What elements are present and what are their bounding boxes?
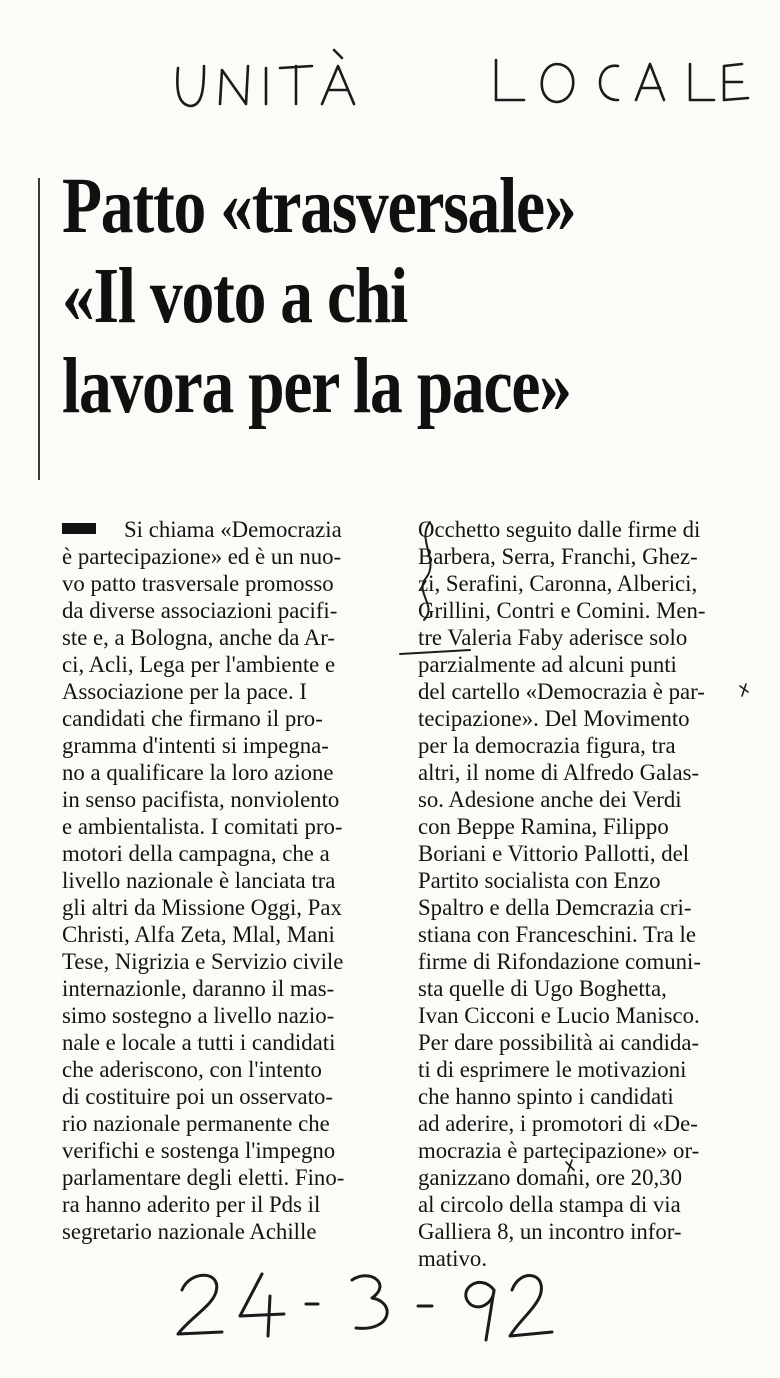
- article-line: [418, 759, 750, 786]
- article-line: [62, 840, 392, 867]
- article-line-text: Occhetto seguito dalle firme di: [418, 517, 701, 542]
- article-line: [418, 678, 750, 705]
- article-line: [62, 1191, 392, 1218]
- article-column-right: [418, 516, 750, 1272]
- article-line-text: stiana con Franceschini. Tra le: [418, 922, 696, 947]
- article-line-text: nale e locale a tutti i candidati: [62, 1030, 336, 1055]
- article-line-text: ti di esprimere le motivazioni: [418, 1057, 687, 1082]
- article-line-text: internazionle, daranno il mas-: [62, 976, 335, 1001]
- article-line: [62, 705, 392, 732]
- headline-line-2: «Il voto a chi: [62, 253, 408, 340]
- article-line-text: altri, il nome di Alfredo Galas-: [418, 760, 700, 785]
- article-line: [418, 516, 750, 543]
- article-line-text: no a qualificare la loro azione: [62, 760, 334, 785]
- article-line: [62, 948, 392, 975]
- article-line: [418, 840, 750, 867]
- article-column-left: [62, 516, 392, 1245]
- article-line-text: ra hanno aderito per il Pds il: [62, 1192, 321, 1217]
- article-line-text: motori della campagna, che a: [62, 841, 330, 866]
- article-line: [62, 732, 392, 759]
- article-line-text: candidati che firmano il pro-: [62, 706, 323, 731]
- article-line: [62, 975, 392, 1002]
- article-line: [418, 1029, 750, 1056]
- article-line-text: Per dare possibilità ai candida-: [418, 1030, 700, 1055]
- article-line-text: ste e, a Bologna, anche da Ar-: [62, 625, 336, 650]
- article-line: [62, 786, 392, 813]
- article-line: [62, 1083, 392, 1110]
- article-line-text: sta quelle di Ugo Boghetta,: [418, 976, 667, 1001]
- article-line: [62, 1002, 392, 1029]
- article-line-text: Galliera 8, un incontro infor-: [418, 1219, 682, 1244]
- article-line: [62, 570, 392, 597]
- article-line: [62, 597, 392, 624]
- article-line: [62, 1137, 392, 1164]
- handwritten-source-label: [177, 50, 748, 106]
- article-line-text: simo sostegno a livello nazio-: [62, 1003, 335, 1028]
- article-line-text: livello nazionale è lanciata tra: [62, 868, 336, 893]
- article-line: [418, 1056, 750, 1083]
- headline-line-1: Patto «trasversale»: [62, 163, 576, 250]
- article-line: [418, 813, 750, 840]
- article-line-text: so. Adesione anche dei Verdi: [418, 787, 682, 812]
- article-line-text: ad aderire, i promotori di «De-: [418, 1111, 698, 1136]
- article-line: [418, 1164, 750, 1191]
- article-line: [418, 894, 750, 921]
- article-line-text: ganizzano domani, ore 20,30: [418, 1165, 682, 1190]
- article-line-text: rio nazionale permanente che: [62, 1111, 330, 1136]
- article-line: [62, 543, 392, 570]
- article-line-text: Spaltro e della Demcrazia cri-: [418, 895, 692, 920]
- article-line: [62, 1164, 392, 1191]
- article-line-text: con Beppe Ramina, Filippo: [418, 814, 669, 839]
- article-line-text: gramma d'intenti si impegna-: [62, 733, 329, 758]
- article-line: [62, 651, 392, 678]
- article-line-text: è partecipazione» ed è un nuo-: [62, 544, 342, 569]
- article-line: [62, 624, 392, 651]
- handwritten-date: [178, 1274, 552, 1340]
- article-line: [418, 570, 750, 597]
- article-line: [418, 921, 750, 948]
- article-line-text: mocrazia è partecipazione» or-: [418, 1138, 700, 1163]
- article-line-text: mativo.: [418, 1246, 488, 1271]
- article-line-text: Grillini, Contri e Comini. Men-: [418, 598, 706, 623]
- headline-line-3: lavora per la pace»: [62, 343, 571, 430]
- article-line: [418, 1002, 750, 1029]
- article-line-text: Tese, Nigrizia e Servizio civile: [62, 949, 344, 974]
- lead-marker-icon: [62, 523, 96, 534]
- article-line: [418, 948, 750, 975]
- article-line: [418, 1110, 750, 1137]
- article-line-text: ci, Acli, Lega per l'ambiente e: [62, 652, 336, 677]
- article-line-text: al circolo della stampa di via: [418, 1192, 681, 1217]
- article-line: [418, 543, 750, 570]
- article-line: [62, 516, 392, 543]
- article-line: [418, 1083, 750, 1110]
- article-line-text: Si chiama «Democrazia: [124, 517, 342, 542]
- article-line: [62, 1029, 392, 1056]
- article-line-text: tecipazione». Del Movimento: [418, 706, 690, 731]
- article-line-text: e ambientalista. I comitati pro-: [62, 814, 343, 839]
- article-line: [62, 894, 392, 921]
- article-line-text: firme di Rifondazione comuni-: [418, 949, 701, 974]
- article-line-text: Partito socialista con Enzo: [418, 868, 661, 893]
- article-line: [62, 1218, 392, 1245]
- article-line-text: segretario nazionale Achille: [62, 1219, 317, 1244]
- article-line-text: gli altri da Missione Oggi, Pax: [62, 895, 342, 920]
- article-line: [418, 786, 750, 813]
- article-line-text: Christi, Alfa Zeta, Mlal, Mani: [62, 922, 335, 947]
- article-line-text: Ivan Cicconi e Lucio Manisco.: [418, 1003, 700, 1028]
- headline-rule: [38, 178, 40, 480]
- article-line-text: Barbera, Serra, Franchi, Ghez-: [418, 544, 698, 569]
- article-line-text: che aderiscono, con l'intento: [62, 1057, 322, 1082]
- article-line: [62, 759, 392, 786]
- article-line: [62, 921, 392, 948]
- article-line-text: Associazione per la pace. I: [62, 679, 307, 704]
- article-line-text: tre Valeria Faby aderisce solo: [418, 625, 688, 650]
- article-line: [418, 732, 750, 759]
- article-line-text: zi, Serafini, Caronna, Alberici,: [418, 571, 698, 596]
- article-line: [62, 1056, 392, 1083]
- article-line: [418, 1137, 750, 1164]
- article-line: [418, 705, 750, 732]
- article-line: [62, 1110, 392, 1137]
- article-line: [62, 678, 392, 705]
- article-line-text: di costituire poi un osservato-: [62, 1084, 333, 1109]
- headline: [62, 162, 643, 432]
- article-line-text: da diverse associazioni pacifi-: [62, 598, 338, 623]
- article-line: [418, 975, 750, 1002]
- article-line: [418, 597, 750, 624]
- article-line: [418, 1191, 750, 1218]
- article-line: [418, 867, 750, 894]
- article-line: [418, 624, 750, 651]
- article-line-text: per la democrazia figura, tra: [418, 733, 676, 758]
- article-line-text: che hanno spinto i candidati: [418, 1084, 674, 1109]
- article-line: [418, 1218, 750, 1245]
- article-line-text: parlamentare degli eletti. Fino-: [62, 1165, 345, 1190]
- article-line: [418, 651, 750, 678]
- article-line-text: del cartello «Democrazia è par-: [418, 679, 705, 704]
- article-line-text: verifichi e sostenga l'impegno: [62, 1138, 336, 1163]
- article-line: [62, 813, 392, 840]
- article-line-text: in senso pacifista, nonviolento: [62, 787, 340, 812]
- article-line-text: vo patto trasversale promosso: [62, 571, 334, 596]
- article-line-text: Boriani e Vittorio Pallotti, del: [418, 841, 690, 866]
- article-line-text: parzialmente ad alcuni punti: [418, 652, 677, 677]
- article-line: [418, 1245, 750, 1272]
- article-line: [62, 867, 392, 894]
